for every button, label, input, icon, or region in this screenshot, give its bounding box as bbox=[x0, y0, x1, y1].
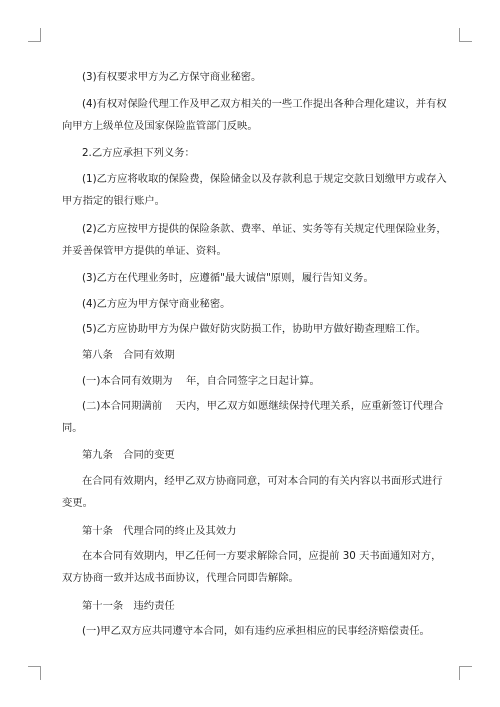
section-heading bbox=[62, 444, 438, 466]
paragraph bbox=[62, 395, 444, 439]
paragraph bbox=[62, 370, 438, 392]
text-line: 在合同有效期内，经甲乙双方协商同意，可对本合同的有关内容以书面形式进行 bbox=[82, 475, 443, 487]
text-line: (一)甲乙双方应共同遵守本合同，如有违约应承担相应的民事经济赔偿责任。 bbox=[82, 625, 430, 637]
crop-mark-bottom-right-h bbox=[459, 666, 472, 667]
crop-mark-top-right-h bbox=[459, 41, 472, 42]
text-line: (5)乙方应协助甲方为保户做好防灾防损工作，协助甲方做好勘查理赔工作。 bbox=[82, 323, 427, 335]
paragraph bbox=[62, 66, 438, 88]
paragraph bbox=[62, 293, 438, 315]
crop-mark-top-left-h bbox=[28, 41, 41, 42]
paragraph bbox=[62, 620, 438, 642]
paragraph bbox=[62, 93, 447, 137]
section-heading bbox=[62, 344, 438, 366]
text-line: 向甲方上级单位及国家保险监管部门反映。 bbox=[62, 120, 258, 132]
text-line: (4)有权对保险代理工作及甲乙双方相关的一些工作提出各种合理化建议，并有权 bbox=[82, 98, 447, 110]
text-line: 同。 bbox=[62, 422, 83, 434]
text-line: (3)乙方在代理业务时，应遵循"最大诚信"原则，履行告知义务。 bbox=[82, 272, 374, 284]
paragraph bbox=[62, 142, 438, 164]
paragraph bbox=[62, 267, 438, 289]
crop-mark-bottom-left-v bbox=[40, 666, 41, 680]
text-line: (2)乙方应按甲方提供的保险条款、费率、单证、实务等有关规定代理保险业务， bbox=[82, 223, 447, 235]
text-line: 第八条 合同有效期 bbox=[82, 349, 175, 361]
text-line: 甲方指定的银行账户。 bbox=[62, 195, 165, 207]
text-line: 第九条 合同的变更 bbox=[82, 449, 175, 461]
text-line: (1)乙方应将收取的保险费，保险储金以及存款利息于规定交款日划缴甲方或存入 bbox=[82, 173, 447, 185]
text-line: 2.乙方应承担下列义务： bbox=[82, 147, 195, 159]
crop-mark-top-left-v bbox=[40, 28, 41, 42]
crop-mark-bottom-right-v bbox=[459, 666, 460, 680]
paragraph bbox=[62, 218, 447, 262]
paragraph bbox=[62, 545, 442, 589]
section-heading bbox=[62, 595, 438, 617]
crop-mark-bottom-left-h bbox=[28, 666, 41, 667]
text-line: 第十一条 违约责任 bbox=[82, 600, 175, 612]
text-line: (3)有权要求甲方为乙方保守商业秘密。 bbox=[82, 71, 262, 83]
text-line: 第十条 代理合同的终止及其效力 bbox=[82, 525, 237, 537]
crop-mark-top-right-v bbox=[459, 28, 460, 42]
section-heading bbox=[62, 520, 438, 542]
paragraph bbox=[62, 318, 438, 340]
text-line: 并妥善保管甲方提供的单证、资料。 bbox=[62, 245, 227, 257]
text-line: 变更。 bbox=[62, 497, 93, 509]
text-line: (一)本合同有效期为 年，自合同签字之日起计算。 bbox=[82, 375, 320, 387]
text-line: (4)乙方应为甲方保守商业秘密。 bbox=[82, 298, 231, 310]
paragraph bbox=[62, 470, 443, 514]
text-line: (二)本合同期满前 天内，甲乙双方如愿继续保持代理关系，应重新签订代理合 bbox=[82, 400, 444, 412]
paragraph bbox=[62, 168, 447, 212]
text-line: 双方协商一致并达成书面协议，代理合同即告解除。 bbox=[62, 572, 299, 584]
text-line: 在本合同有效期内，甲乙任何一方要求解除合同，应提前 30 天书面通知对方， bbox=[82, 550, 442, 562]
